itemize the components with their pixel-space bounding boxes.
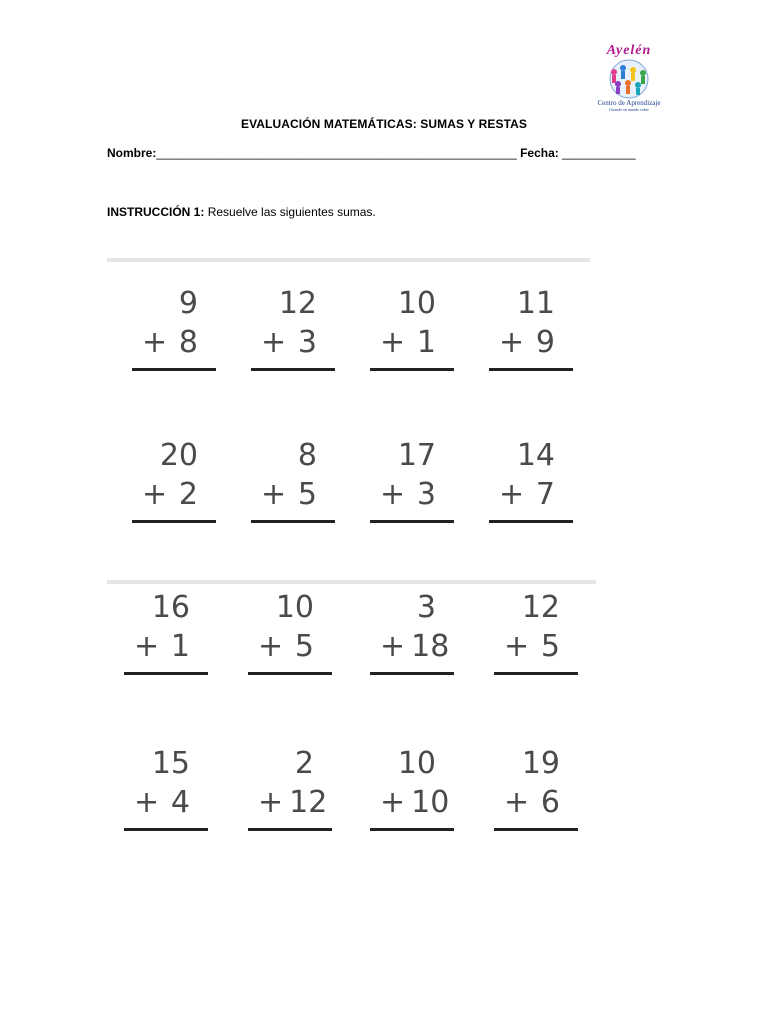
addend-bottom: 3 <box>416 477 436 512</box>
addend-bottom-row <box>380 785 450 821</box>
plus-sign: + <box>258 629 284 664</box>
addition-problem <box>370 746 454 836</box>
answer-line[interactable] <box>489 520 573 523</box>
plus-sign: + <box>499 325 525 360</box>
addend-top: 20 <box>159 438 198 473</box>
plus-sign: + <box>499 477 525 512</box>
answer-line[interactable] <box>251 368 335 371</box>
addend-bottom: 1 <box>416 325 436 360</box>
answer-line[interactable] <box>494 828 578 831</box>
addend-bottom: 4 <box>170 785 190 820</box>
answer-line[interactable] <box>248 672 332 675</box>
addend-bottom: 5 <box>540 629 560 664</box>
plus-sign: + <box>261 325 287 360</box>
addition-problem <box>124 590 208 680</box>
addend-bottom-row <box>504 785 560 821</box>
addend-bottom: 12 <box>289 785 328 820</box>
answer-line[interactable] <box>370 368 454 371</box>
addend-bottom: 3 <box>297 325 317 360</box>
addition-problem <box>489 438 573 528</box>
plus-sign: + <box>142 477 168 512</box>
date-label: Fecha: <box>520 146 559 160</box>
answer-line[interactable] <box>132 520 216 523</box>
addend-top: 12 <box>278 286 317 321</box>
name-label: Nombre: <box>107 146 157 160</box>
addition-problem <box>248 590 332 680</box>
addition-problem <box>494 590 578 680</box>
plus-sign: + <box>142 325 168 360</box>
addend-top: 10 <box>397 746 436 781</box>
addend-top: 12 <box>521 590 560 625</box>
addition-problem <box>132 286 216 376</box>
addend-top: 8 <box>297 438 317 473</box>
center-logo <box>594 44 664 116</box>
addend-bottom: 5 <box>294 629 314 664</box>
addend-bottom-row <box>134 785 190 821</box>
plus-sign: + <box>258 785 284 820</box>
addend-top: 10 <box>397 286 436 321</box>
addend-bottom: 1 <box>170 629 190 664</box>
addition-problem <box>370 286 454 376</box>
globe-children-icon <box>600 59 658 99</box>
addend-bottom-row <box>261 477 317 513</box>
addition-problem <box>248 746 332 836</box>
addend-bottom: 6 <box>540 785 560 820</box>
name-date-row <box>107 146 636 160</box>
addend-top: 14 <box>516 438 555 473</box>
plus-sign: + <box>261 477 287 512</box>
addend-top: 15 <box>151 746 190 781</box>
name-field[interactable]: ______________________________________________________ <box>156 146 517 160</box>
instruction <box>107 205 376 219</box>
addend-bottom: 7 <box>535 477 555 512</box>
logo-subtitle: Centro de Aprendizaje <box>597 99 661 107</box>
addend-top: 11 <box>516 286 555 321</box>
addend-bottom-row <box>142 477 198 513</box>
answer-line[interactable] <box>489 368 573 371</box>
answer-line[interactable] <box>248 828 332 831</box>
instruction-label: INSTRUCCIÓN 1: <box>107 205 205 219</box>
answer-line[interactable] <box>124 672 208 675</box>
addend-top: 19 <box>521 746 560 781</box>
addend-bottom-row <box>380 325 436 361</box>
plus-sign: + <box>134 785 160 820</box>
addend-bottom-row <box>380 477 436 513</box>
addition-problem <box>251 286 335 376</box>
logo-name: Ayelén <box>606 43 652 58</box>
addend-bottom-row <box>258 785 328 821</box>
answer-line[interactable] <box>370 520 454 523</box>
addend-top: 9 <box>178 286 198 321</box>
section-divider <box>107 258 590 262</box>
addend-bottom-row <box>142 325 198 361</box>
addend-top: 16 <box>151 590 190 625</box>
addend-bottom-row <box>380 629 450 665</box>
logo-tagline: Girando en mundo sobre <box>609 107 649 112</box>
plus-sign: + <box>380 325 406 360</box>
addend-bottom: 10 <box>411 785 450 820</box>
addend-bottom-row <box>134 629 190 665</box>
answer-line[interactable] <box>370 828 454 831</box>
addition-problem <box>132 438 216 528</box>
plus-sign: + <box>504 629 530 664</box>
addition-problem <box>489 286 573 376</box>
addition-problem <box>494 746 578 836</box>
addend-bottom-row <box>499 477 555 513</box>
page-title: EVALUACIÓN MATEMÁTICAS: SUMAS Y RESTAS <box>240 117 528 131</box>
answer-line[interactable] <box>132 368 216 371</box>
addend-top: 3 <box>416 590 436 625</box>
answer-line[interactable] <box>251 520 335 523</box>
addition-problem <box>124 746 208 836</box>
addition-problem <box>370 438 454 528</box>
addend-top: 10 <box>275 590 314 625</box>
plus-sign: + <box>134 629 160 664</box>
plus-sign: + <box>504 785 530 820</box>
addend-bottom: 2 <box>178 477 198 512</box>
plus-sign: + <box>380 629 406 664</box>
addend-top: 17 <box>397 438 436 473</box>
addend-bottom-row <box>504 629 560 665</box>
plus-sign: + <box>380 785 406 820</box>
addition-problem <box>370 590 454 680</box>
addend-top: 2 <box>294 746 314 781</box>
answer-line[interactable] <box>370 672 454 675</box>
addend-bottom-row <box>499 325 555 361</box>
addition-problem <box>251 438 335 528</box>
answer-line[interactable] <box>124 828 208 831</box>
answer-line[interactable] <box>494 672 578 675</box>
addend-bottom: 8 <box>178 325 198 360</box>
instruction-text: Resuelve las siguientes sumas. <box>207 205 376 219</box>
plus-sign: + <box>380 477 406 512</box>
addend-bottom-row <box>258 629 314 665</box>
addend-bottom: 9 <box>535 325 555 360</box>
date-field[interactable]: ___________ <box>562 146 636 160</box>
addend-bottom: 5 <box>297 477 317 512</box>
section-divider <box>107 580 596 584</box>
addend-bottom-row <box>261 325 317 361</box>
addend-bottom: 18 <box>411 629 450 664</box>
